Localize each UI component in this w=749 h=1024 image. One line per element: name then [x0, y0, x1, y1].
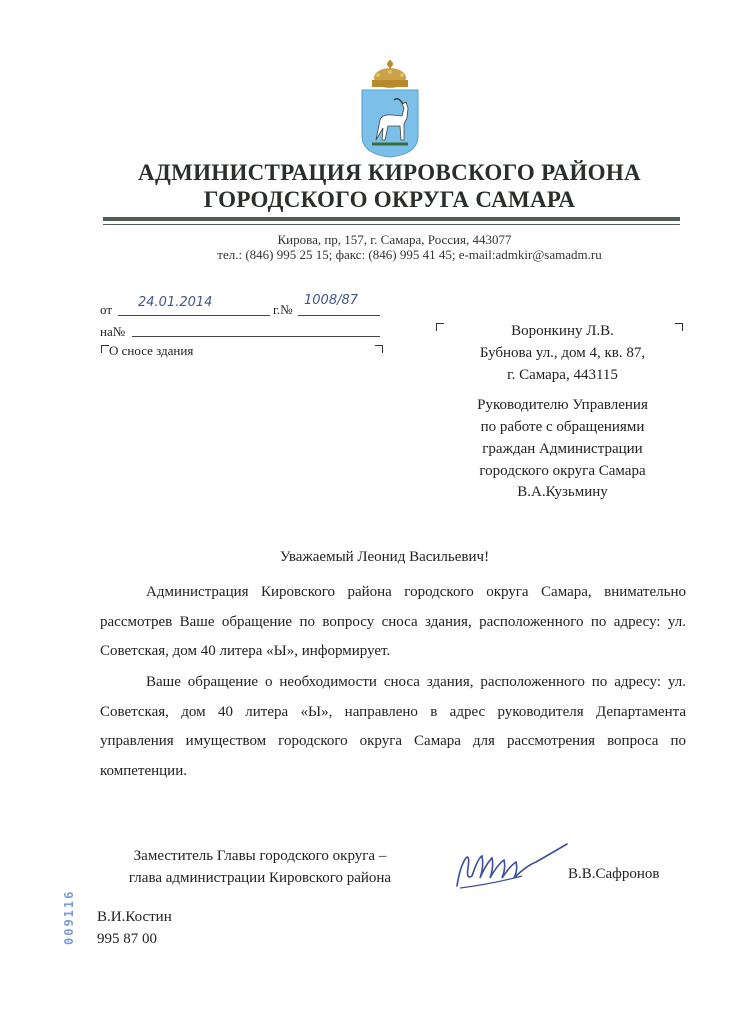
- addressee2-name: В.А.Кузьмину: [517, 484, 608, 500]
- addressee2-position-2: по работе с обращениями: [480, 419, 645, 435]
- subject-corner-right: [375, 345, 383, 353]
- reply-underline: [132, 336, 380, 337]
- samara-coat-of-arms-icon: [358, 58, 422, 158]
- organization-subtitle: ГОРОДСКОГО ОКРУГА САМАРА: [203, 187, 576, 212]
- handwritten-date: 24.01.2014: [138, 295, 213, 310]
- signatory-position-line1: Заместитель Главы городского округа –: [133, 848, 387, 864]
- handwritten-signature-icon: [452, 836, 572, 896]
- executor-info: [97, 906, 172, 950]
- executor-phone: 995 87 00: [97, 931, 157, 947]
- addressee-street: Бубнова ул., дом 4, кв. 87,: [479, 345, 646, 361]
- reply-to-label: на№: [100, 324, 126, 339]
- addressee2-position-1: Руководителю Управления: [477, 397, 648, 413]
- addressee-name: Воронкину Л.В.: [511, 323, 614, 339]
- subject-corner-left: [101, 345, 109, 353]
- number-label: г.№: [273, 302, 293, 317]
- signatory-name: В.В.Сафронов: [568, 866, 660, 882]
- body-paragraph-2: Ваше обращение о необходимости сноса здания, расположенного по адресу: ул. Советская, дом 40 литера «Ы», направлено в адрес руководителя Департамента управления имуществом городского округа Самара для рассмотрения вопроса по компетенции.: [100, 674, 686, 779]
- addressee-primary: [430, 320, 695, 386]
- body-paragraph-1: Администрация Кировского района городского округа Самара, внимательно рассмотрев Ваше обращение по вопросу сноса здания, расположенного по адресу: ул. Советская, дом 40 литера «Ы», информирует.: [100, 584, 686, 659]
- letter-subject: О сносе здания: [109, 343, 194, 358]
- org-address: Кирова, пр, 157, г. Самара, Россия, 443077: [277, 232, 512, 247]
- letter-greeting: Уважаемый Леонид Васильевич!: [279, 549, 490, 565]
- addressee2-position-3: граждан Администрации: [482, 441, 643, 457]
- number-underline: [298, 315, 380, 316]
- header-rule-thin: [103, 224, 680, 225]
- handwritten-number: 1008/87: [304, 293, 359, 308]
- addressee-city: г. Самара, 443115: [507, 367, 618, 383]
- signatory-position-line2: глава администрации Кировского района: [128, 870, 392, 886]
- executor-name: В.И.Костин: [97, 909, 172, 925]
- from-label: от: [100, 302, 113, 317]
- serial-stamp: 009116: [62, 889, 76, 945]
- organization-title: АДМИНИСТРАЦИЯ КИРОВСКОГО РАЙОНА: [138, 160, 641, 185]
- header-rule-thick: [103, 217, 680, 221]
- org-contacts: тел.: (846) 995 25 15; факс: (846) 995 41 45; e-mail:admkir@samadm.ru: [217, 247, 602, 262]
- signatory-position: [90, 845, 430, 889]
- addressee-secondary: [430, 394, 695, 482]
- addressee2-position-4: городского округа Самара: [479, 463, 646, 479]
- date-underline: [118, 315, 270, 316]
